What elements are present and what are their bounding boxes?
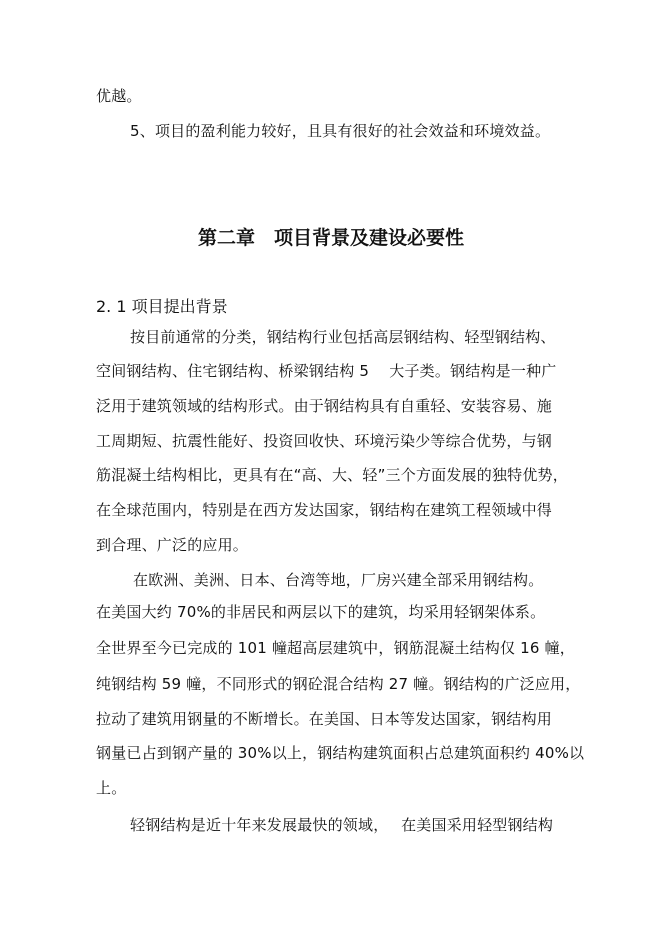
paragraph-line: 筋混凝土结构相比，更具有在“高、大、轻”三个方面发展的独特优势， [96,466,568,484]
paragraph-line: 到合理、广泛的应用。 [96,536,249,554]
text-line: 优越。 [96,87,142,105]
paragraph-line: 在美国大约 70%的非居民和两层以下的建筑，均采用轻钢架体系。 [96,603,546,621]
paragraph-line: 泛用于建筑领域的结构形式。由于钢结构具有自重轻、安装容易、施 [96,397,553,415]
paragraph-line: 全世界至今已完成的 101 幢超高层建筑中，钢筋混凝土结构仅 16 幢， [96,639,575,657]
paragraph-line: 钢量已占到钢产量的 30%以上，钢结构建筑面积占总建筑面积约 40%以 [96,744,585,762]
paragraph-line: 在全球范围内，特别是在西方发达国家，钢结构在建筑工程领域中得 [96,501,553,519]
paragraph-line: 纯钢结构 59 幢，不同形式的钢砼混合结构 27 幢。钢结构的广泛应用， [96,675,581,693]
text-line: 5、项目的盈利能力较好，且具有很好的社会效益和环境效益。 [130,122,551,140]
paragraph-line: 空间钢结构、住宅钢结构、桥梁钢结构 5 大子类。钢结构是一种广 [96,362,557,380]
paragraph-line: 上。 [96,779,127,797]
paragraph-line: 轻钢结构是近十年来发展最快的领域， 在美国采用轻型钢结构 [130,816,554,834]
section-title: 2. 1 项目提出背景 [96,297,228,316]
paragraph-line: 工周期短、抗震性能好、投资回收快、环境污染少等综合优势，与钢 [96,432,553,450]
paragraph-line: 在欧洲、美洲、日本、台湾等地，厂房兴建全部采用钢结构。 [133,571,544,589]
chapter-title: 第二章 项目背景及建设必要性 [197,227,464,249]
paragraph-line: 拉动了建筑用钢量的不断增长。在美国、日本等发达国家，钢结构用 [96,710,553,728]
paragraph-line: 按目前通常的分类，钢结构行业包括高层钢结构、轻型钢结构、 [130,328,556,346]
